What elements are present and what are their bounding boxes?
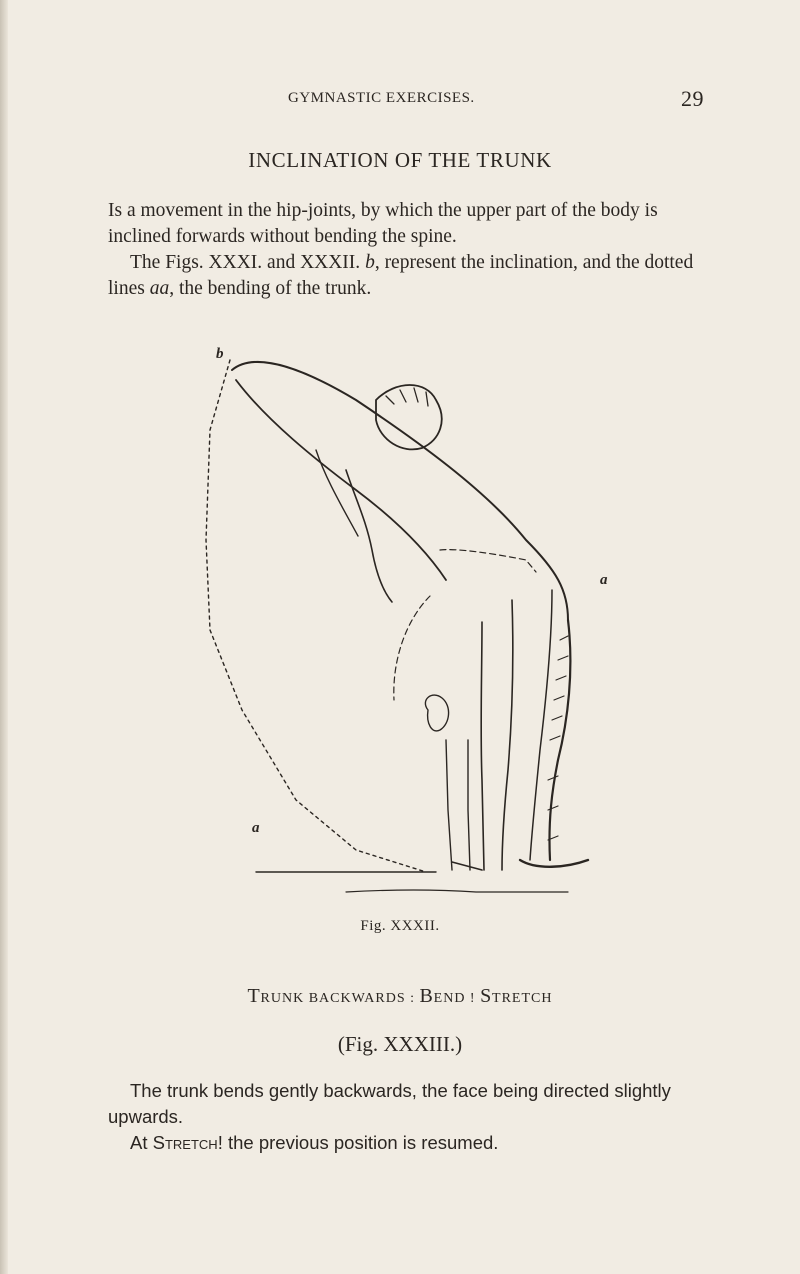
- title-small-2: END !: [433, 991, 481, 1006]
- upright-leg-2: [468, 740, 470, 870]
- upright-torso: [440, 550, 536, 572]
- trunk-back: [232, 362, 568, 620]
- figure-label-a-left: a: [252, 820, 260, 836]
- intro-paragraph: [108, 198, 704, 302]
- figs-mid: , represent the inclination, and the dotted lines: [108, 252, 694, 299]
- figure-drawing: [196, 340, 616, 912]
- upright-leg: [446, 740, 452, 870]
- front-leg: [502, 600, 513, 870]
- trunk-front: [236, 380, 446, 580]
- head: [376, 385, 442, 449]
- title-cap-1: T: [247, 985, 261, 1007]
- subsection-title: [0, 985, 800, 1008]
- stretch-pre: At: [130, 1132, 148, 1153]
- label-aa-ref: aa: [149, 278, 170, 299]
- title-small-1: RUNK BACKWARDS :: [260, 991, 420, 1006]
- figure-caption: Fig. XXXII.: [360, 918, 440, 934]
- stretch-post: ! the previous position is resumed.: [217, 1132, 499, 1153]
- intro-sentence: Is a movement in the hip-joints, by which the upper part of the body is inclined forwards without bending the spine.: [108, 200, 658, 247]
- figure-label-b: b: [216, 346, 224, 362]
- figure-reference: (Fig. XXXIII.): [337, 1032, 463, 1056]
- foot-back: [520, 860, 588, 867]
- stretch-word: Stretch: [152, 1132, 218, 1153]
- title-cap-3: S: [480, 985, 493, 1007]
- figure-illustration: [196, 340, 616, 912]
- hand: [425, 695, 448, 731]
- hair: [386, 388, 428, 406]
- section-title: INCLINATION OF THE TRUNK: [248, 148, 552, 172]
- dotted-arc: [206, 360, 426, 872]
- page-edge: [0, 0, 8, 1274]
- shadow-line: [346, 890, 568, 892]
- label-b-ref: b: [365, 252, 375, 273]
- figure-label-a-right: a: [600, 572, 608, 588]
- front-leg-2: [481, 622, 484, 870]
- trunk-paragraph: The trunk bends gently backwards, the face being directed slightly upwards.: [108, 1080, 671, 1127]
- upright-front: [394, 596, 430, 700]
- title-cap-2: B: [419, 985, 434, 1007]
- foot-front: [452, 862, 482, 870]
- figs-post: , the bending of the trunk.: [169, 278, 372, 299]
- page-number: 29: [681, 86, 704, 111]
- running-title: GYMNASTIC EXERCISES.: [288, 90, 475, 106]
- running-head: [288, 86, 704, 112]
- figs-reference: The Figs. XXXI. and XXXII.: [130, 252, 361, 273]
- arm: [346, 470, 392, 602]
- title-small-3: TRETCH: [492, 991, 553, 1006]
- back-leg-inner: [530, 590, 552, 860]
- stretch-paragraph: [108, 1130, 704, 1156]
